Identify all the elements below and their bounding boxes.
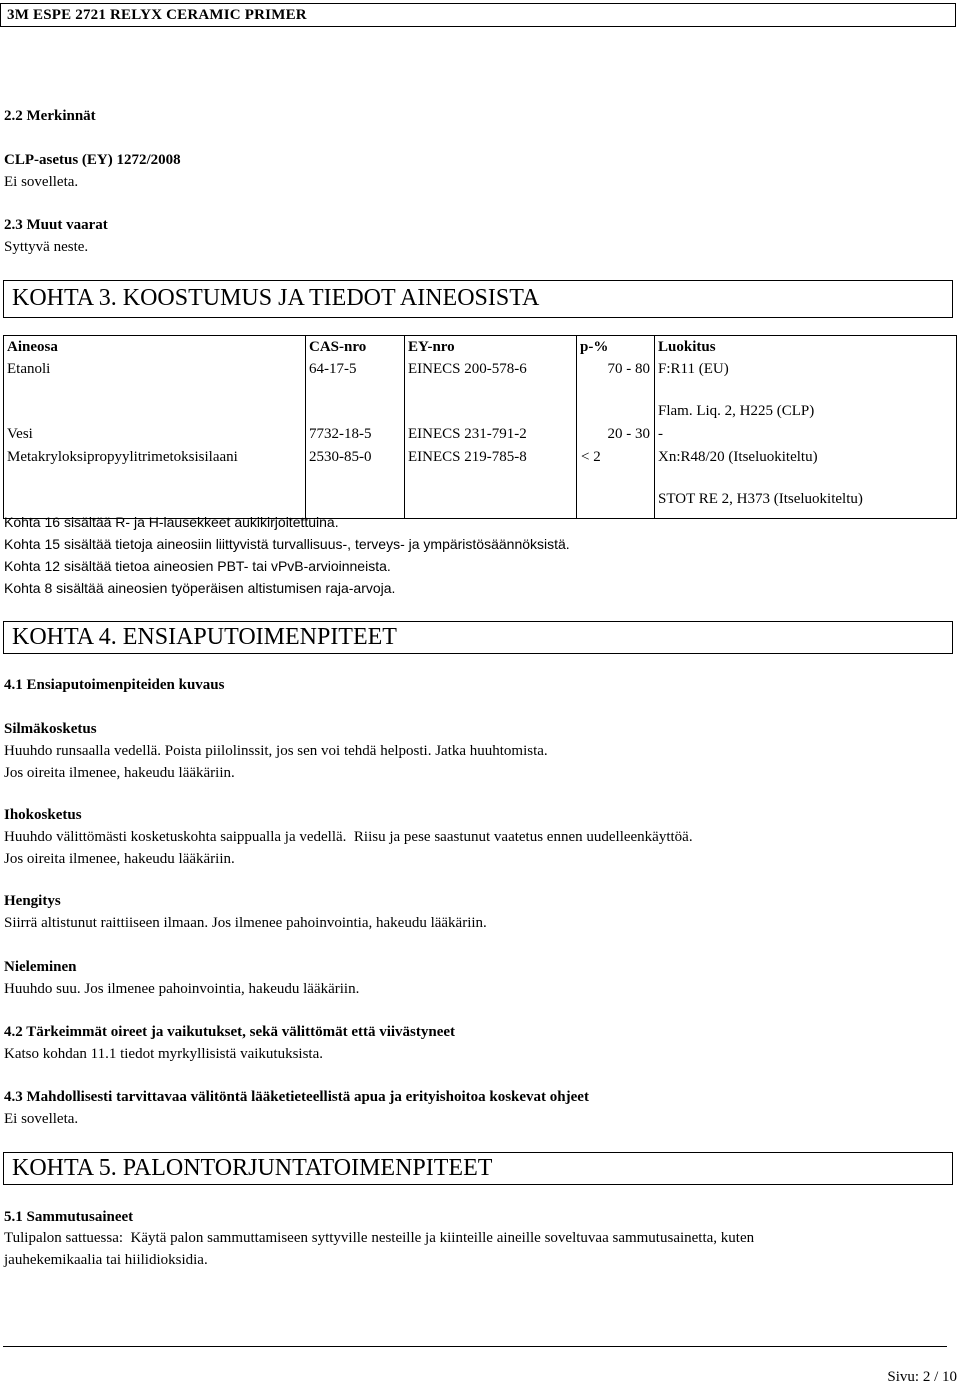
column-cas <box>306 336 405 519</box>
classification: F:R11 (EU) <box>658 361 729 377</box>
ingestion-title: Nieleminen <box>4 959 77 975</box>
section-4-3-text: Ei sovelleta. <box>4 1111 79 1127</box>
section-3-heading <box>3 280 953 318</box>
footer-divider <box>3 1346 947 1347</box>
product-name: 3M ESPE 2721 RELYX CERAMIC PRIMER <box>7 7 307 23</box>
percent-range: 20 - 30 <box>607 426 650 442</box>
section-5-1-text: jauhekemikaalia tai hiilidioksidia. <box>4 1252 208 1268</box>
section-4-title: KOHTA 4. ENSIAPUTOIMENPITEET <box>12 624 397 650</box>
section-2-3-text: Syttyvä neste. <box>4 239 89 255</box>
eye-contact-text: Jos oireita ilmenee, hakeudu lääkäriin. <box>4 765 235 781</box>
section-5-title: KOHTA 5. PALONTORJUNTATOIMENPITEET <box>12 1155 493 1181</box>
document-title-bar <box>0 3 956 27</box>
section-4-3-title: 4.3 Mahdollisesti tarvittavaa välitöntä lääketieteellistä apua ja erityishoitoa koskevat ohjeet <box>4 1089 589 1105</box>
skin-contact-title: Ihokosketus <box>4 807 82 823</box>
composition-note: Kohta 8 sisältää aineosien työperäisen altistumisen raja-arvoja. <box>4 580 396 596</box>
section-5-1-title: 5.1 Sammutusaineet <box>4 1209 134 1225</box>
column-header: CAS-nro <box>309 339 367 355</box>
cas-number: 64-17-5 <box>309 361 357 377</box>
skin-contact-text: Huuhdo välittömästi kosketuskohta saippualla ja vedellä. Riisu ja pese saastunut vaatetus ennen uudelleenkäyttöä. <box>4 829 693 845</box>
section-5-1-text: Tulipalon sattuessa: Käytä palon sammuttamiseen syttyville nesteille ja kiinteille aineille soveltuvaa sammutusainetta, kuten <box>4 1230 755 1246</box>
percent-range: < 2 <box>581 449 601 465</box>
column-header: p-% <box>580 339 609 355</box>
percent-range: 70 - 80 <box>607 361 650 377</box>
classification: Xn:R48/20 (Itseluokiteltu) <box>658 449 818 465</box>
eye-contact-title: Silmäkosketus <box>4 721 97 737</box>
eye-contact-text: Huuhdo runsaalla vedellä. Poista piilolinssit, jos sen voi tehdä helposti. Jatka huuhtomista. <box>4 743 548 759</box>
skin-contact-text: Jos oireita ilmenee, hakeudu lääkäriin. <box>4 851 235 867</box>
column-header: Aineosa <box>7 339 58 355</box>
column-header: EY-nro <box>408 339 455 355</box>
column-ec <box>405 336 577 519</box>
composition-table <box>3 335 957 519</box>
inhalation-text: Siirrä altistunut raittiiseen ilmaan. Jos ilmenee pahoinvointia, hakeudu lääkäriin. <box>4 915 487 931</box>
column-aineosa <box>4 336 306 519</box>
classification: Flam. Liq. 2, H225 (CLP) <box>658 403 815 419</box>
inhalation-title: Hengitys <box>4 893 61 909</box>
clp-text: Ei sovelleta. <box>4 174 79 190</box>
section-4-1-title: 4.1 Ensiaputoimenpiteiden kuvaus <box>4 677 225 693</box>
section-4-2-text: Katso kohdan 11.1 tiedot myrkyllisistä vaikutuksista. <box>4 1046 323 1062</box>
classification: - <box>658 426 663 442</box>
composition-note: Kohta 16 sisältää R- ja H-lausekkeet aukikirjoitettuina. <box>4 514 339 530</box>
component-name: Metakryloksipropyylitrimetoksisilaani <box>7 449 238 465</box>
section-2-2-title: 2.2 Merkinnät <box>4 108 96 124</box>
classification: STOT RE 2, H373 (Itseluokiteltu) <box>658 491 863 507</box>
component-name: Vesi <box>7 426 33 442</box>
section-4-heading <box>3 621 953 654</box>
section-2-3-title: 2.3 Muut vaarat <box>4 217 108 233</box>
column-percent <box>577 336 655 519</box>
ec-number: EINECS 231-791-2 <box>408 426 527 442</box>
ingestion-text: Huuhdo suu. Jos ilmenee pahoinvointia, hakeudu lääkäriin. <box>4 981 360 997</box>
page-number: Sivu: 2 / 10 <box>887 1369 957 1385</box>
column-classification <box>655 336 957 519</box>
column-header: Luokitus <box>658 339 716 355</box>
ec-number: EINECS 219-785-8 <box>408 449 527 465</box>
component-name: Etanoli <box>7 361 51 377</box>
section-5-heading <box>3 1152 953 1185</box>
section-3-title: KOHTA 3. KOOSTUMUS JA TIEDOT AINEOSISTA <box>12 285 540 311</box>
composition-note: Kohta 12 sisältää tietoa aineosien PBT- tai vPvB-arvioinneista. <box>4 558 391 574</box>
composition-note: Kohta 15 sisältää tietoja aineosiin liittyvistä turvallisuus-, terveys- ja ympäristösäännöksistä. <box>4 536 570 552</box>
clp-title: CLP-asetus (EY) 1272/2008 <box>4 152 181 168</box>
cas-number: 7732-18-5 <box>309 426 372 442</box>
cas-number: 2530-85-0 <box>309 449 372 465</box>
section-4-2-title: 4.2 Tärkeimmät oireet ja vaikutukset, sekä välittömät että viivästyneet <box>4 1024 456 1040</box>
ec-number: EINECS 200-578-6 <box>408 361 527 377</box>
